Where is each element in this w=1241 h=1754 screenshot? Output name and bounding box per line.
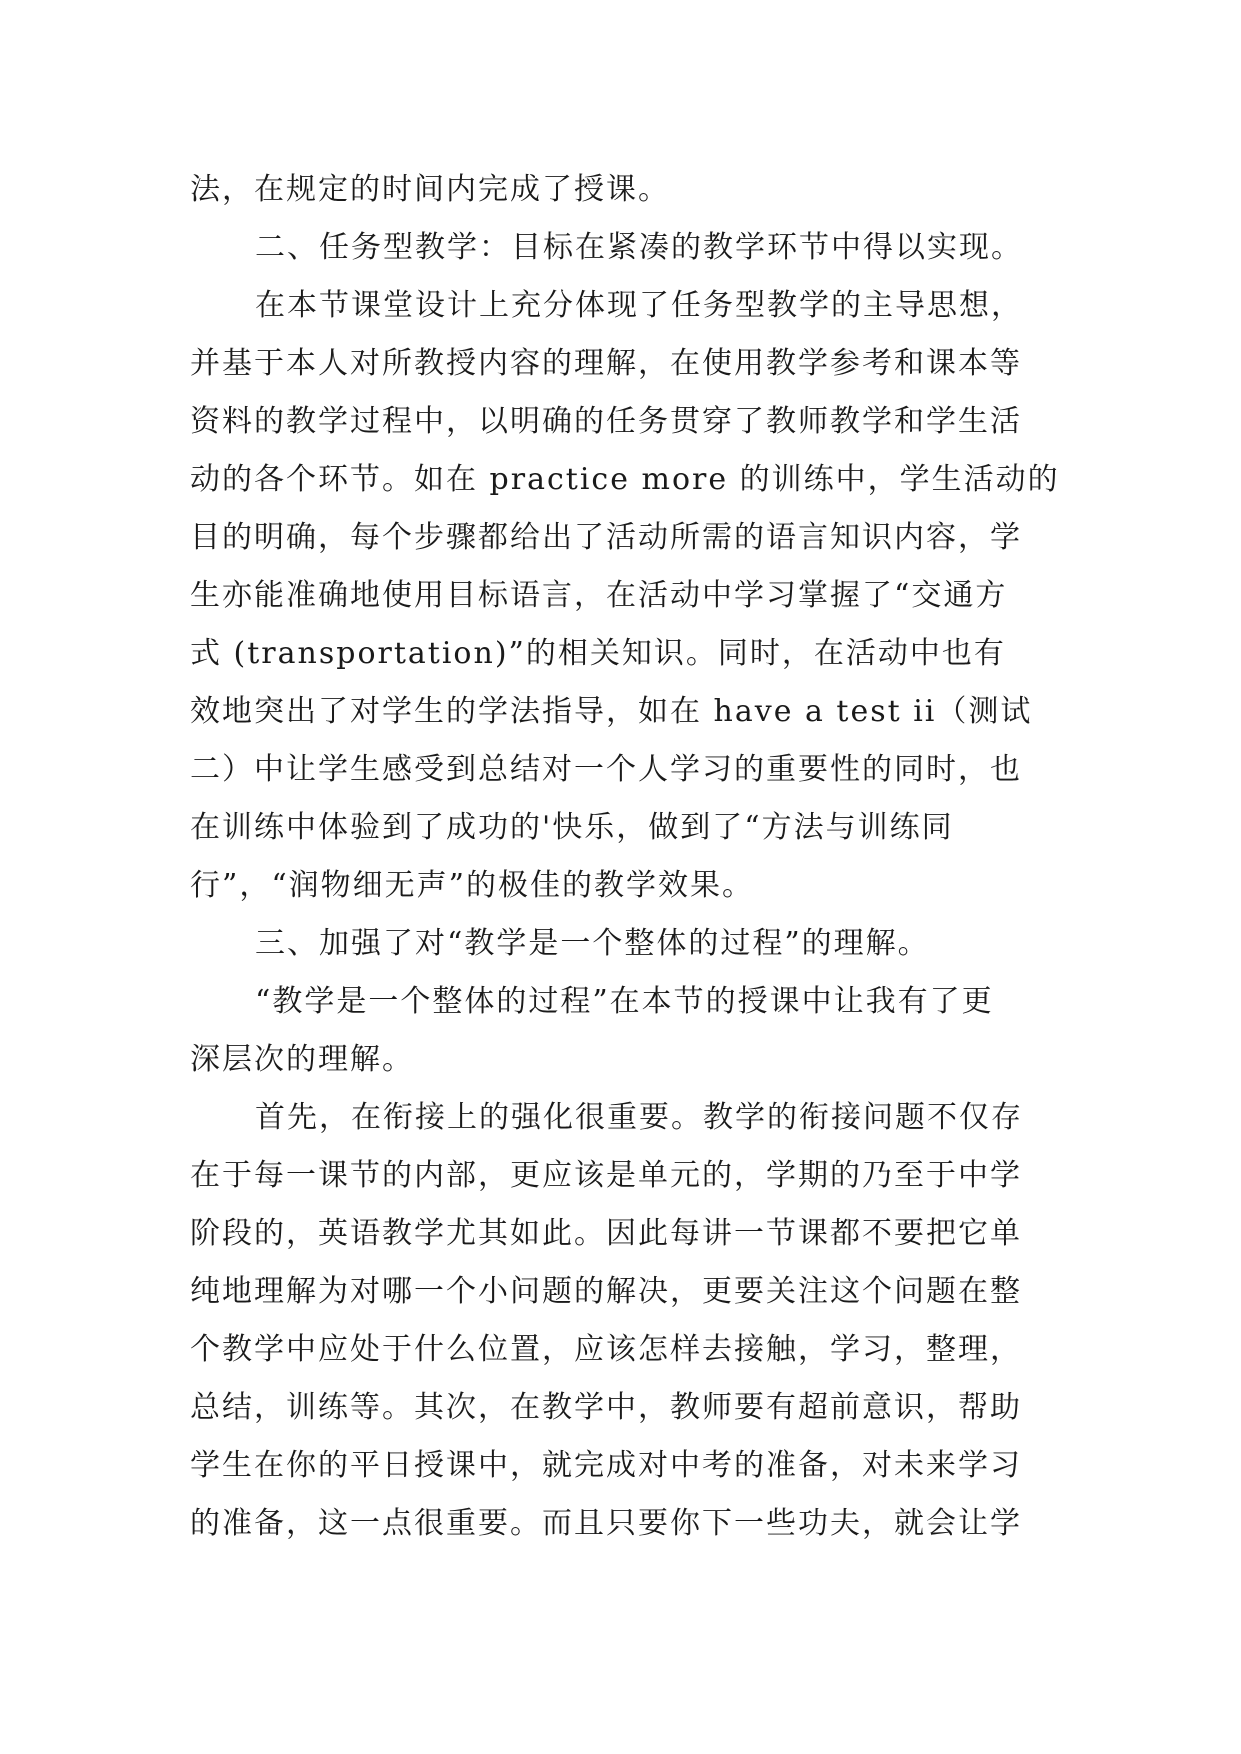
text-line: “教学是一个整体的过程”在本节的授课中让我有了更: [255, 984, 994, 1019]
text-line: 行”，“润物细无声”的极佳的教学效果。: [190, 868, 755, 903]
text-line: 生亦能准确地使用目标语言，在活动中学习掌握了“交通方: [190, 578, 1008, 613]
section-heading-2: 二、任务型教学：目标在紧凑的教学环节中得以实现。: [255, 230, 1023, 265]
text-line: 资料的教学过程中，以明确的任务贯穿了教师教学和学生活: [190, 404, 1022, 439]
text-line: 并基于本人对所教授内容的理解，在使用教学参考和课本等: [190, 346, 1022, 381]
text-line: 深层次的理解。: [190, 1042, 414, 1077]
text-line: 总结，训练等。其次，在教学中，教师要有超前意识，帮助: [190, 1390, 1022, 1425]
section-heading-3: 三、加强了对“教学是一个整体的过程”的理解。: [255, 926, 930, 961]
text-line: 法，在规定的时间内完成了授课。: [190, 172, 670, 207]
text-line: 学生在你的平日授课中，就完成对中考的准备，对未来学习: [190, 1448, 1022, 1483]
text-line: 在于每一课节的内部，更应该是单元的，学期的乃至于中学: [190, 1158, 1022, 1193]
text-line: 在训练中体验到了成功的'快乐，做到了“方法与训练同: [190, 810, 954, 845]
text-line: 的准备，这一点很重要。而且只要你下一些功夫，就会让学: [190, 1506, 1022, 1541]
text-line: 动的各个环节。如在 practice more 的训练中，学生活动的: [190, 462, 1060, 497]
text-line: 式 (transportation)”的相关知识。同时，在活动中也有: [190, 636, 1006, 671]
text-line: 效地突出了对学生的学法指导，如在 have a test ii（测试: [190, 694, 1033, 729]
text-line: 目的明确，每个步骤都给出了活动所需的语言知识内容，学: [190, 520, 1022, 555]
text-line: 二）中让学生感受到总结对一个人学习的重要性的同时，也: [190, 752, 1022, 787]
text-line: 阶段的，英语教学尤其如此。因此每讲一节课都不要把它单: [190, 1216, 1022, 1251]
text-line: 个教学中应处于什么位置，应该怎样去接触，学习，整理，: [190, 1332, 1022, 1367]
text-line: 纯地理解为对哪一个小问题的解决，更要关注这个问题在整: [190, 1274, 1022, 1309]
text-line: 首先，在衔接上的强化很重要。教学的衔接问题不仅存: [255, 1100, 1023, 1135]
text-line: 在本节课堂设计上充分体现了任务型教学的主导思想，: [255, 288, 1023, 323]
